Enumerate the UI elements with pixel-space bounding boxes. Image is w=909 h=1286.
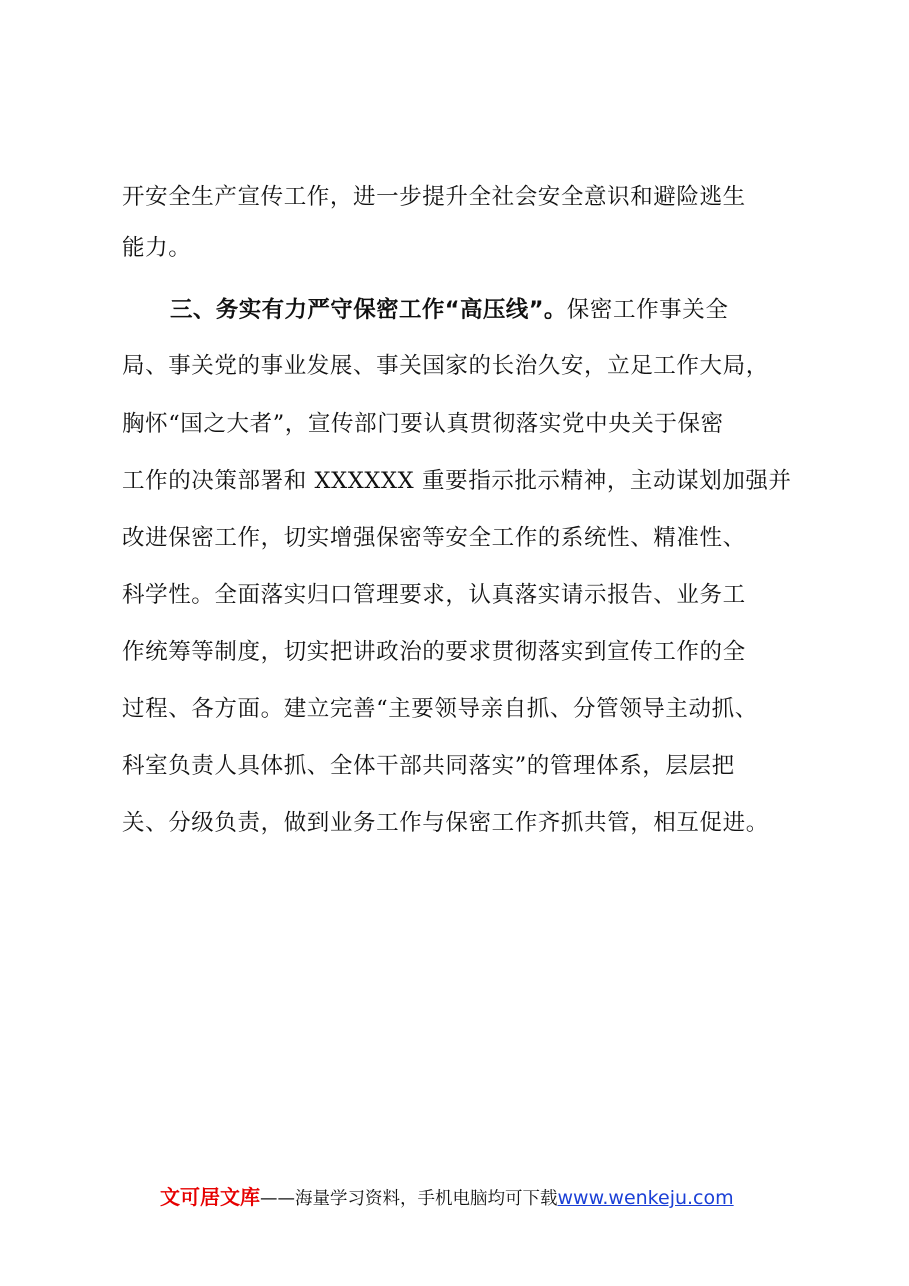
paragraph-line: 工作的决策部署和 XXXXXX 重要指示批示精神，主动谋划加强并	[122, 468, 792, 494]
paragraph-line: 科学性。全面落实归口管理要求，认真落实请示报告、业务工	[122, 582, 746, 608]
paragraph-line: 关、分级负责，做到业务工作与保密工作齐抓共管，相互促进。	[122, 810, 769, 836]
paragraph-line: 局、事关党的事业发展、事关国家的长治久安，立足工作大局，	[122, 353, 769, 379]
section-heading-line	[170, 290, 728, 330]
footer-brand: 文可居文库	[160, 1185, 260, 1209]
section-heading: 三、务实有力严守保密工作“高压线”。	[170, 297, 567, 323]
paragraph-line: 改进保密工作，切实增强保密等安全工作的系统性、精准性、	[122, 525, 746, 551]
paragraph-line: 科室负责人具体抓、全体干部共同落实”的管理体系，层层把	[122, 753, 735, 779]
footer-banner	[160, 1180, 734, 1214]
paragraph-line: 开安全生产宣传工作，进一步提升全社会安全意识和避险逃生	[122, 184, 746, 210]
footer-tagline: ——海量学习资料，手机电脑均可下载	[260, 1189, 558, 1209]
paragraph-text: 保密工作事关全	[566, 297, 729, 323]
paragraph-line: 过程、各方面。建立完善“主要领导亲自抓、分管领导主动抓、	[122, 696, 758, 722]
paragraph-line: 胸怀“国之大者”，宣传部门要认真贯彻落实党中央关于保密	[122, 411, 724, 437]
paragraph-line: 作统筹等制度，切实把讲政治的要求贯彻落实到宣传工作的全	[122, 639, 746, 665]
paragraph-line: 能力。	[122, 235, 192, 261]
footer-site-link[interactable]: www.wenkeju.com	[557, 1187, 734, 1209]
